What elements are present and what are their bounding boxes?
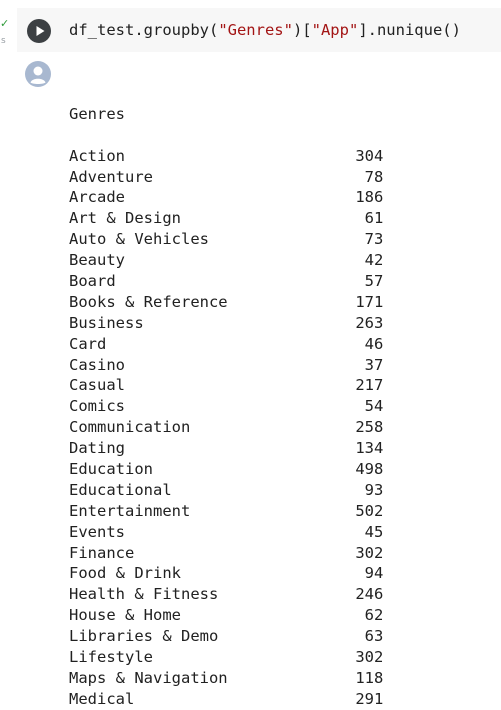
genre-label: Casual	[69, 376, 125, 395]
output-row	[69, 563, 384, 584]
user-avatar-icon	[25, 61, 51, 87]
output-row	[69, 396, 384, 417]
app-count-value: 46	[364, 334, 384, 353]
output-row	[69, 167, 384, 188]
genre-label: Medical	[69, 689, 135, 708]
output-row	[69, 543, 384, 564]
app-count-value: 63	[364, 627, 384, 646]
genre-label: Entertainment	[69, 501, 191, 520]
genre-label: Card	[69, 334, 107, 353]
app-count-value: 186	[355, 188, 384, 207]
output-row	[69, 355, 384, 376]
output-row	[69, 208, 384, 229]
output-row	[69, 229, 384, 250]
output-row	[69, 689, 384, 710]
output-row	[69, 313, 384, 334]
app-count-value: 498	[355, 459, 384, 478]
genre-label: Communication	[69, 418, 191, 437]
run-cell-button[interactable]	[27, 19, 51, 43]
code-string-literal: "Genres"	[218, 21, 293, 39]
genre-label: Lifestyle	[69, 647, 153, 666]
genre-label: Education	[69, 459, 153, 478]
app-count-value: 171	[355, 292, 384, 311]
app-count-value: 93	[364, 480, 384, 499]
code-text: df_test.groupby(	[69, 21, 219, 39]
output-row	[69, 292, 384, 313]
genre-label: Health & Fitness	[69, 585, 219, 604]
output-row	[69, 605, 384, 626]
genre-label: House & Home	[69, 606, 181, 625]
output-row	[69, 438, 384, 459]
app-count-value: 61	[364, 209, 384, 228]
app-count-value: 302	[355, 647, 384, 666]
output-row	[69, 271, 384, 292]
app-count-value: 54	[364, 397, 384, 416]
output-row	[69, 187, 384, 208]
app-count-value: 258	[355, 418, 384, 437]
output-row	[69, 584, 384, 605]
cell-status-gutter	[0, 14, 14, 54]
output-row	[69, 375, 384, 396]
app-count-value: 304	[355, 146, 384, 165]
output-row	[69, 459, 384, 480]
app-count-value: 73	[364, 230, 384, 249]
output-index-name-row	[69, 104, 125, 125]
genre-label: Educational	[69, 480, 172, 499]
output-row	[69, 522, 384, 543]
output-row	[69, 501, 384, 522]
genre-label: Casino	[69, 355, 125, 374]
genre-label: Dating	[69, 439, 125, 458]
app-count-value: 45	[364, 522, 384, 541]
index-name: Genres	[69, 104, 125, 123]
app-count-value: 263	[355, 313, 384, 332]
genre-label: Auto & Vehicles	[69, 230, 209, 249]
output-row	[69, 334, 384, 355]
app-count-value: 246	[355, 585, 384, 604]
genre-label: Board	[69, 271, 116, 290]
app-count-value: 42	[364, 251, 384, 270]
genre-label: Art & Design	[69, 209, 181, 228]
code-string-literal: "App"	[311, 21, 359, 39]
code-editor-line[interactable]	[69, 19, 461, 41]
output-row	[69, 626, 384, 647]
code-text: )[	[292, 21, 312, 39]
app-count-value: 78	[364, 167, 384, 186]
app-count-value: 94	[364, 564, 384, 583]
genre-label: Arcade	[69, 188, 125, 207]
genre-label: Comics	[69, 397, 125, 416]
cell-output	[69, 62, 384, 710]
check-icon: ✓	[0, 17, 10, 30]
output-row	[69, 480, 384, 501]
genre-label: Action	[69, 146, 125, 165]
genre-label: Business	[69, 313, 144, 332]
output-row	[69, 668, 384, 689]
execution-time: s	[1, 36, 6, 46]
app-count-value: 134	[355, 439, 384, 458]
genre-label: Books & Reference	[69, 292, 228, 311]
genre-label: Beauty	[69, 251, 125, 270]
genre-label: Maps & Navigation	[69, 668, 228, 687]
genre-label: Food & Drink	[69, 564, 181, 583]
app-count-value: 62	[364, 606, 384, 625]
output-row	[69, 146, 384, 167]
app-count-value: 217	[355, 376, 384, 395]
genre-label: Adventure	[69, 167, 153, 186]
output-row	[69, 250, 384, 271]
output-row	[69, 417, 384, 438]
app-count-value: 118	[355, 668, 384, 687]
play-icon	[27, 19, 51, 43]
app-count-value: 291	[355, 689, 384, 708]
app-count-value: 57	[364, 271, 384, 290]
code-text: ].nunique()	[358, 21, 461, 39]
genre-label: Events	[69, 522, 125, 541]
app-count-value: 502	[355, 501, 384, 520]
app-count-value: 37	[364, 355, 384, 374]
output-row	[69, 647, 384, 668]
app-count-value: 302	[355, 543, 384, 562]
genre-label: Finance	[69, 543, 135, 562]
genre-label: Libraries & Demo	[69, 627, 219, 646]
